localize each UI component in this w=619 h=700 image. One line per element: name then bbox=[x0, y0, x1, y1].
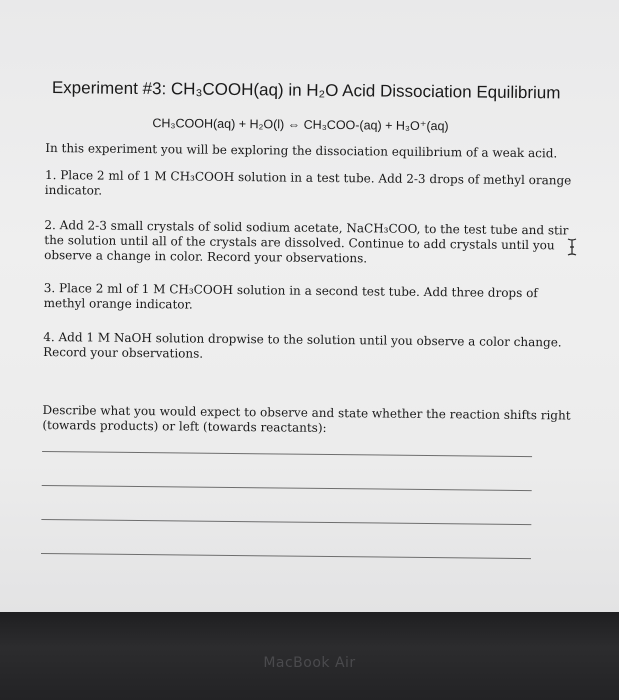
step-4: 4. Add 1 M NaOH solution dropwise to the solution until you observe a color change. Record your observations. bbox=[43, 329, 562, 361]
text-cursor-icon bbox=[567, 238, 577, 256]
page-title: Experiment #3: CH₃COOH(aq) in H₂O Acid Dissociation Equilibrium bbox=[51, 78, 561, 103]
reaction-equation: CH₃COOH(aq) + H₂O(l) ⇔ CH₃COO-(aq) + H₃O⁺(aq) bbox=[152, 116, 449, 134]
answer-line-4[interactable] bbox=[41, 553, 531, 559]
question-prompt: Describe what you would expect to observe and state whether the reaction shifts right (towards products) or left (towards reactants): bbox=[42, 402, 571, 435]
intro-text: In this experiment you will be exploring the dissociation equilibrium of a weak acid. bbox=[45, 140, 558, 161]
step-3: 3. Place 2 ml of 1 M CH₃COOH solution in a second test tube. Add three drops of methyl orange indicator. bbox=[43, 280, 538, 312]
answer-line-1[interactable] bbox=[42, 451, 532, 457]
step-2: 2. Add 2-3 small crystals of solid sodium acetate, NaCH₃COO, to the test tube and stir the solution until all of the crystals are dissolved. Continue to add crystals until you observe a change in color. Record your observations. bbox=[44, 217, 569, 266]
document-page bbox=[41, 78, 576, 560]
answer-line-3[interactable] bbox=[41, 519, 531, 525]
brand-label: MacBook Air bbox=[263, 655, 356, 671]
answer-line-2[interactable] bbox=[42, 485, 532, 491]
step-1: 1. Place 2 ml of 1 M CH₃COOH solution in a test tube. Add 2-3 drops of methyl orange indicator. bbox=[44, 167, 572, 198]
